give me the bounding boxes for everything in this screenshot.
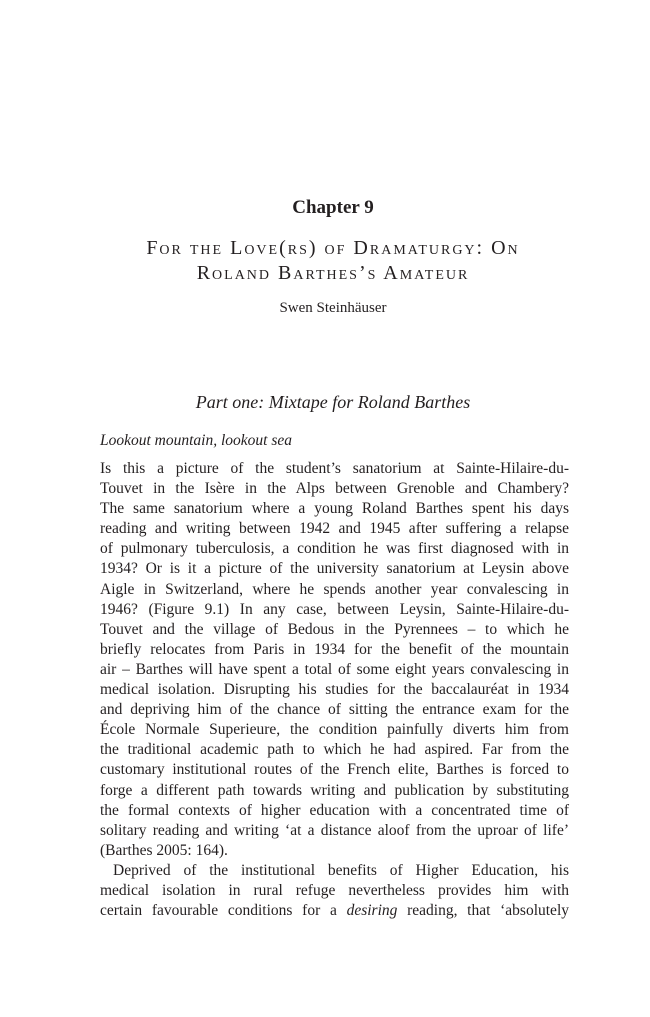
- text-segment: certain favourable conditions for a: [100, 902, 347, 920]
- text-line: Touvet and the village of Bedous in the Pyrennees – to which he: [100, 620, 569, 638]
- chapter-number: Chapter 9: [292, 197, 374, 218]
- section-heading: Lookout mountain, lookout sea: [100, 432, 293, 449]
- text-line: Aigle in Switzerland, where he spends another year convalescing in: [100, 580, 569, 598]
- chapter-title: [0, 236, 650, 286]
- text-line: the traditional academic path to which he had aspired. Far from the: [100, 741, 569, 759]
- chapter-title-line-2: Roland Barthes’s Amateur: [196, 262, 470, 284]
- text-line: and depriving him of the chance of sitting the entrance exam for the: [100, 701, 569, 719]
- emphasized-word: desiring: [346, 902, 398, 920]
- body-text: [100, 459, 569, 921]
- text-line: 1934? Or is it a picture of the university sanatorium at Leysin above: [100, 560, 569, 578]
- text-line: solitary reading and writing ‘at a distance aloof from the uproar of life’: [100, 821, 569, 839]
- text-line: customary institutional routes of the French elite, Barthes is forced to: [100, 761, 569, 779]
- text-line: 1946? (Figure 9.1) In any case, between Leysin, Sainte-Hilaire-du-: [100, 600, 569, 618]
- text-line: The same sanatorium where a young Roland Barthes spent his days: [100, 500, 569, 518]
- paragraph-2: [100, 861, 569, 921]
- text-line: of pulmonary tuberculosis, a condition he was first diagnosed with in: [100, 540, 569, 558]
- text-line: Deprived of the institutional benefits of Higher Education, his: [113, 861, 569, 879]
- text-line: Touvet in the Isère in the Alps between Grenoble and Chambery?: [100, 480, 569, 498]
- text-segment: reading, that ‘absolutely: [397, 902, 569, 920]
- paragraph-1: [100, 459, 569, 861]
- text-line: forge a different path towards writing and publication by substituting: [100, 781, 569, 799]
- text-line: medical isolation in rural refuge nevertheless provides him with: [100, 881, 569, 899]
- text-line: Is this a picture of the student’s sanatorium at Sainte-Hilaire-du-: [100, 460, 569, 477]
- author-name: Swen Steinhäuser: [279, 300, 387, 316]
- text-line: medical isolation. Disrupting his studies for the baccalauréat in 1934: [100, 681, 569, 699]
- text-line: (Barthes 2005: 164).: [100, 841, 228, 859]
- text-line: briefly relocates from Paris in 1934 for the benefit of the mountain: [100, 640, 569, 658]
- text-line: air – Barthes will have spent a total of some eight years convalescing in: [100, 660, 569, 678]
- text-line: [100, 901, 569, 921]
- text-line: reading and writing between 1942 and 1945 after suffering a relapse: [100, 520, 569, 538]
- chapter-title-line-1: For the Love(rs) of Dramaturgy: On: [146, 237, 520, 259]
- part-heading: Part one: Mixtape for Roland Barthes: [195, 392, 471, 412]
- text-line: École Normale Superieure, the condition painfully diverts him from: [100, 721, 569, 739]
- text-line: the formal contexts of higher education with a concentrated time of: [100, 801, 569, 819]
